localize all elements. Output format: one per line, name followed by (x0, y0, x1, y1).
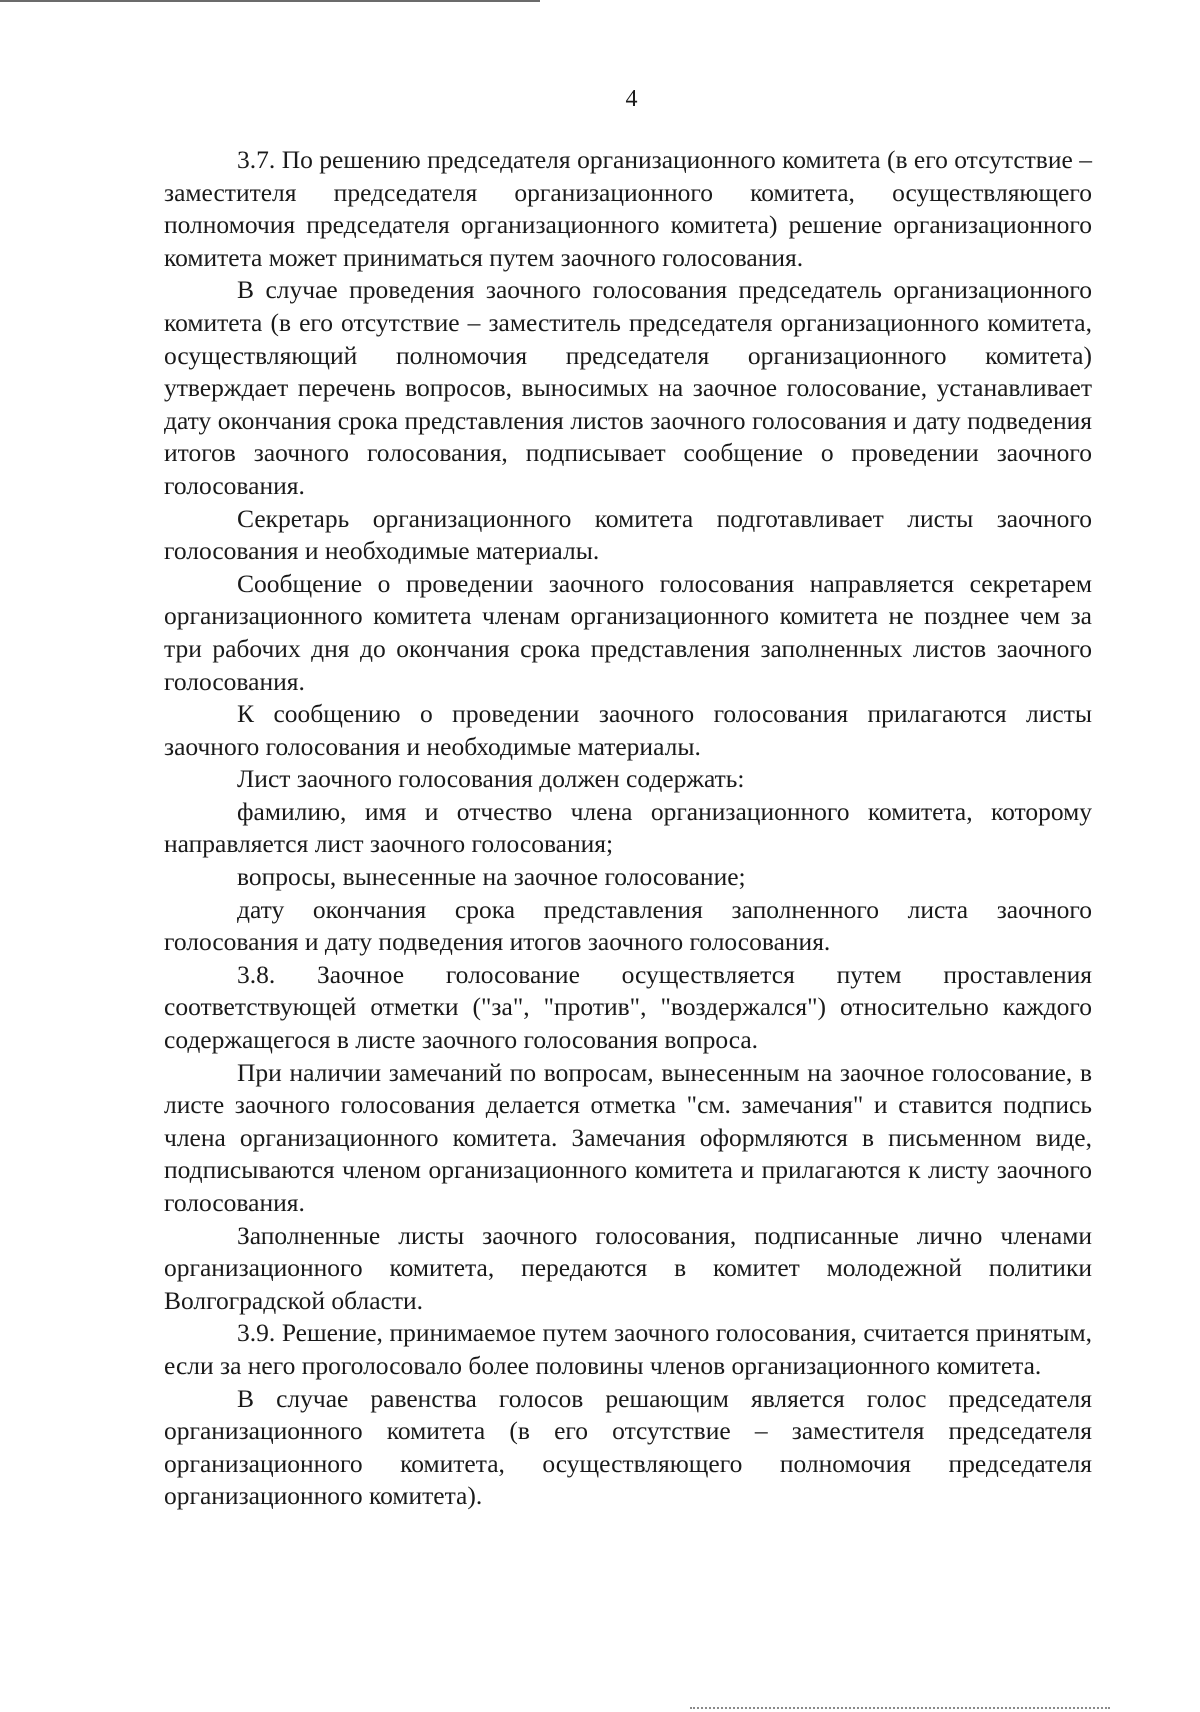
paragraph-3-7: 3.7. По решению председателя организационного комитета (в его отсутствие – заместителя председателя организационного комитета, осуществляющего полномочия председателя организационного комитета) решение организационного комитета может приниматься путем заочного голосования. (164, 145, 1092, 272)
scan-edge-top (0, 0, 540, 2)
scan-edge-bottom (690, 1705, 1110, 1709)
paragraph-ballot-item-questions: вопросы, вынесенные на заочное голосование; (237, 862, 746, 892)
page-number: 4 (625, 86, 638, 112)
paragraph-absentee-vote-procedure: В случае проведения заочного голосования председатель организационного комитета (в его отсутствие – заместитель председателя организационного комитета, осуществляющий полномочия председателя организационного комитета) утверждает перечень вопросов, выносимых на заочное голосование, устанавливает дату окончания срока представления листов заочного голосования и дату подведения итогов заочного голосования, подписывает сообщение о проведении заочного голосования. (164, 275, 1092, 500)
paragraph-ballot-contents: Лист заочного голосования должен содержать: (237, 764, 745, 794)
paragraph-3-9: 3.9. Решение, принимаемое путем заочного голосования, считается принятым, если за него проголосовало более половины членов организационного комитета. (164, 1318, 1092, 1380)
paragraph-notice: Сообщение о проведении заочного голосования направляется секретарем организационного комитета членам организационного комитета не позднее чем за три рабочих дня до окончания срока представления заполненных листов заочного голосования. (164, 568, 1092, 696)
paragraph-3-8: 3.8. Заочное голосование осуществляется путем проставления соответствующей отметки ("за", "против", "воздержался") относительно каждого содержащегося в листе заочного голосования вопроса. (164, 959, 1092, 1055)
paragraph-notice-attachments: К сообщению о проведении заочного голосования прилагаются листы заочного голосования и необходимые материалы. (164, 699, 1092, 761)
paragraph-remarks: При наличии замечаний по вопросам, вынесенным на заочное голосование, в листе заочного голосования делается отметка "см. замечания" и ставится подпись члена организационного комитета. Замечания оформляются в письменном виде, подписываются членом организационного комитета и прилагаются к листу заочного голосования. (164, 1057, 1092, 1217)
paragraph-tie-vote: В случае равенства голосов решающим является голос председателя организационного комитета (в его отсутствие – заместителя председателя организационного комитета, осуществляющего полномочия председателя организационного комитета). (164, 1383, 1092, 1511)
paragraph-secretary: Секретарь организационного комитета подготавливает листы заочного голосования и необходимые материалы. (164, 503, 1092, 566)
paragraph-ballot-item-name: фамилию, имя и отчество члена организационного комитета, которому направляется лист заочного голосования; (164, 796, 1092, 859)
paragraph-submission: Заполненные листы заочного голосования, подписанные лично членами организационного комитета, передаются в комитет молодежной политики Волгоградской области. (164, 1220, 1092, 1315)
paragraph-ballot-item-dates: дату окончания срока представления заполненного листа заочного голосования и дату подведения итогов заочного голосования. (164, 894, 1092, 957)
document-body (164, 144, 1092, 1513)
